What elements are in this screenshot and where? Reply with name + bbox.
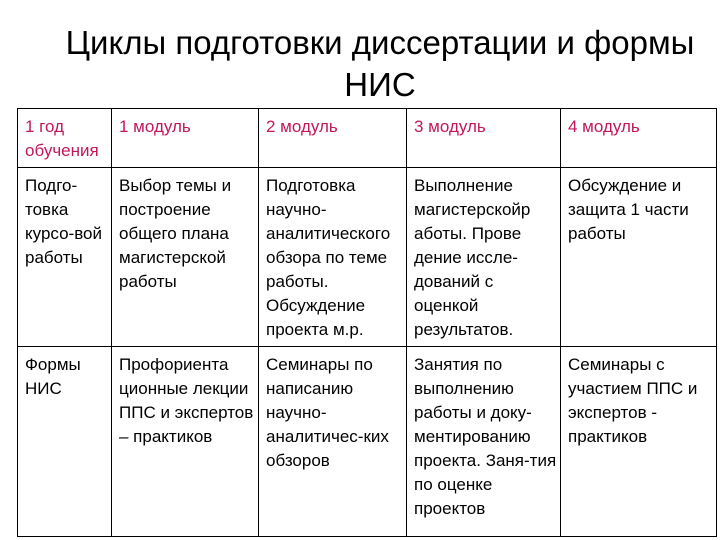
dissertation-cycles-table	[17, 108, 717, 537]
table-cell: Профориента ционные лекции ППС и экспертов – практиков	[112, 347, 259, 537]
table-cell: Семинары с участием ППС и экспертов - практиков	[561, 347, 717, 537]
header-module-2: 2 модуль	[259, 109, 407, 168]
header-module-1: 1 модуль	[112, 109, 259, 168]
table-cell: Выбор темы и построение общего плана магистерской работы	[112, 168, 259, 347]
header-module-4: 4 модуль	[561, 109, 717, 168]
table-row	[18, 347, 717, 537]
table-cell: Занятия по выполнению работы и доку-ментированию проекта. Заня-тия по оценке проектов	[407, 347, 561, 537]
table-cell: Выполнение магистерскойр аботы. Прове дение иссле-дований с оценкой результатов.	[407, 168, 561, 347]
table-cell: Обсуждение и защита 1 части работы	[561, 168, 717, 347]
table-cell: Семинары по написанию научно-аналитичес-ких обзоров	[259, 347, 407, 537]
page-title: Циклы подготовки диссертации и формы НИС	[65, 24, 695, 103]
row-label: Формы НИС	[18, 347, 112, 537]
table-row	[18, 168, 717, 347]
header-module-3: 3 модуль	[407, 109, 561, 168]
header-year: 1 год обучения	[18, 109, 112, 168]
row-label: Подго-товка курсо-вой работы	[18, 168, 112, 347]
table-cell: Подготовка научно-аналитического обзора по теме работы. Обсуждение проекта м.р.	[259, 168, 407, 347]
table-header-row	[18, 109, 717, 168]
